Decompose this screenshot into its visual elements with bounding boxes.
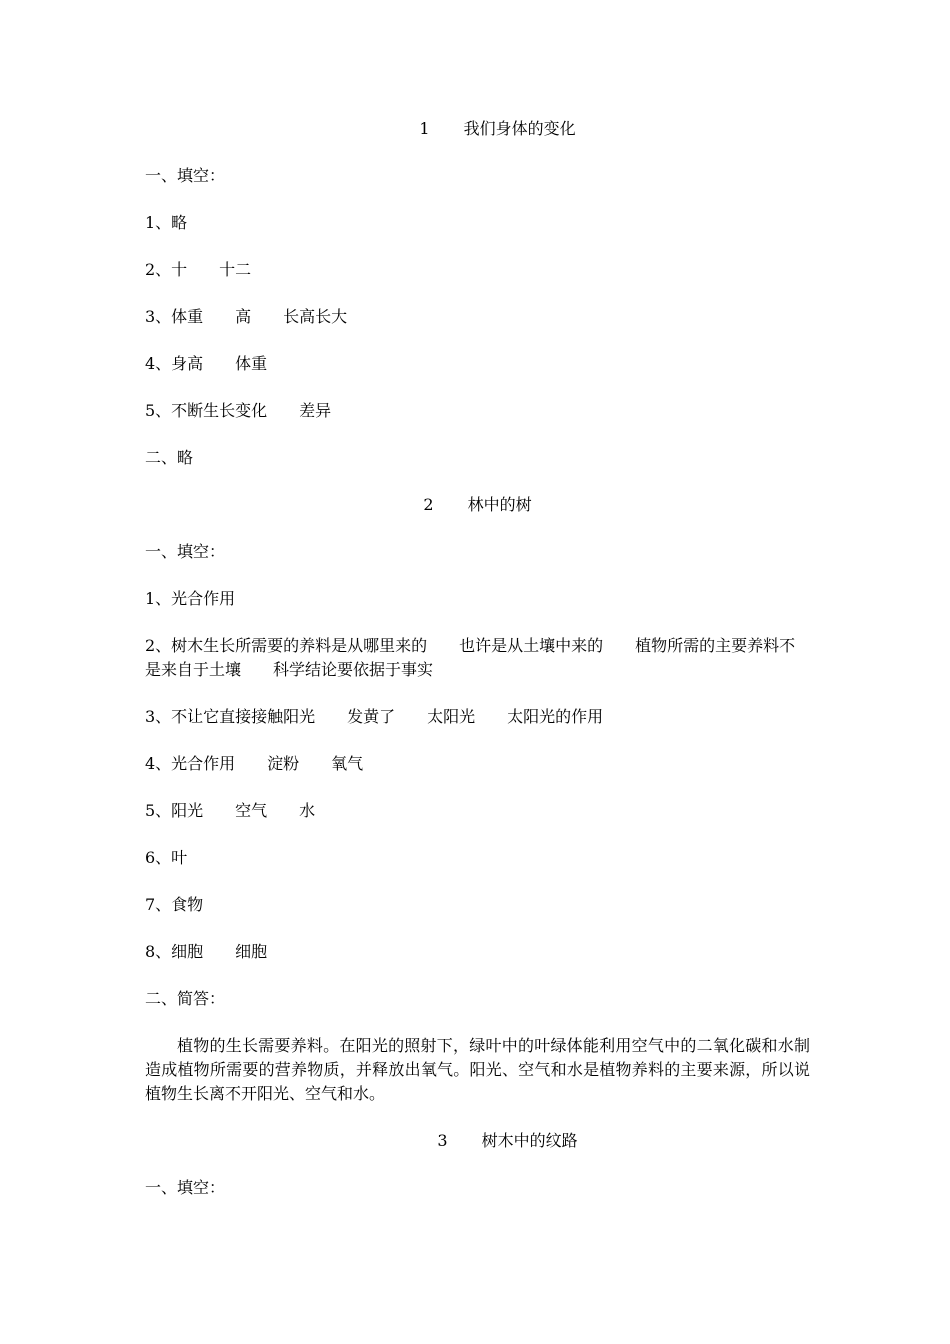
item-line: 二、简答： <box>145 989 226 1008</box>
section-number: 2 <box>423 495 434 514</box>
item-line: 3、不让它直接接触阳光 发黄了 太阳光 太阳光的作用 <box>145 707 604 726</box>
item-line: 7、食物 <box>145 895 204 914</box>
item-line: 5、阳光 空气 水 <box>145 801 316 820</box>
item-line: 6、叶 <box>145 848 188 867</box>
item-line: 一、填空： <box>145 1178 226 1197</box>
item-line: 2、树木生长所需要的养料是从哪里来的 也许是从土壤中来的 植物所需的主要养料不是来自于土壤 科学结论要依据于事实 <box>145 636 796 679</box>
section-title <box>145 1129 810 1153</box>
section-title <box>145 117 810 141</box>
item-line: 2、十 十二 <box>145 260 252 279</box>
item-line: 8、细胞 细胞 <box>145 942 268 961</box>
item-line: 4、身高 体重 <box>145 354 268 373</box>
item-line: 一、填空： <box>145 166 226 185</box>
section-heading: 树木中的纹路 <box>481 1131 578 1150</box>
answer-paragraph: 植物的生长需要养料。在阳光的照射下，绿叶中的叶绿体能利用空气中的二氧化碳和水制造成植物所需要的营养物质，并释放出氧气。阳光、空气和水是植物养料的主要来源，所以说植物生长离不开阳光、空气和水。 <box>145 1036 810 1103</box>
document-body <box>145 117 810 1200</box>
item-line: 4、光合作用 淀粉 氧气 <box>145 754 364 773</box>
item-line: 3、体重 高 长高长大 <box>145 307 348 326</box>
item-line: 一、填空： <box>145 542 226 561</box>
section-heading: 林中的树 <box>467 495 532 514</box>
item-line: 1、略 <box>145 213 188 232</box>
item-line: 5、不断生长变化 差异 <box>145 401 332 420</box>
section-number: 3 <box>437 1131 448 1150</box>
section-title <box>145 493 810 517</box>
item-line: 1、光合作用 <box>145 589 236 608</box>
item-line: 二、略 <box>145 448 194 467</box>
section-number: 1 <box>419 119 430 138</box>
section-heading: 我们身体的变化 <box>463 119 576 138</box>
